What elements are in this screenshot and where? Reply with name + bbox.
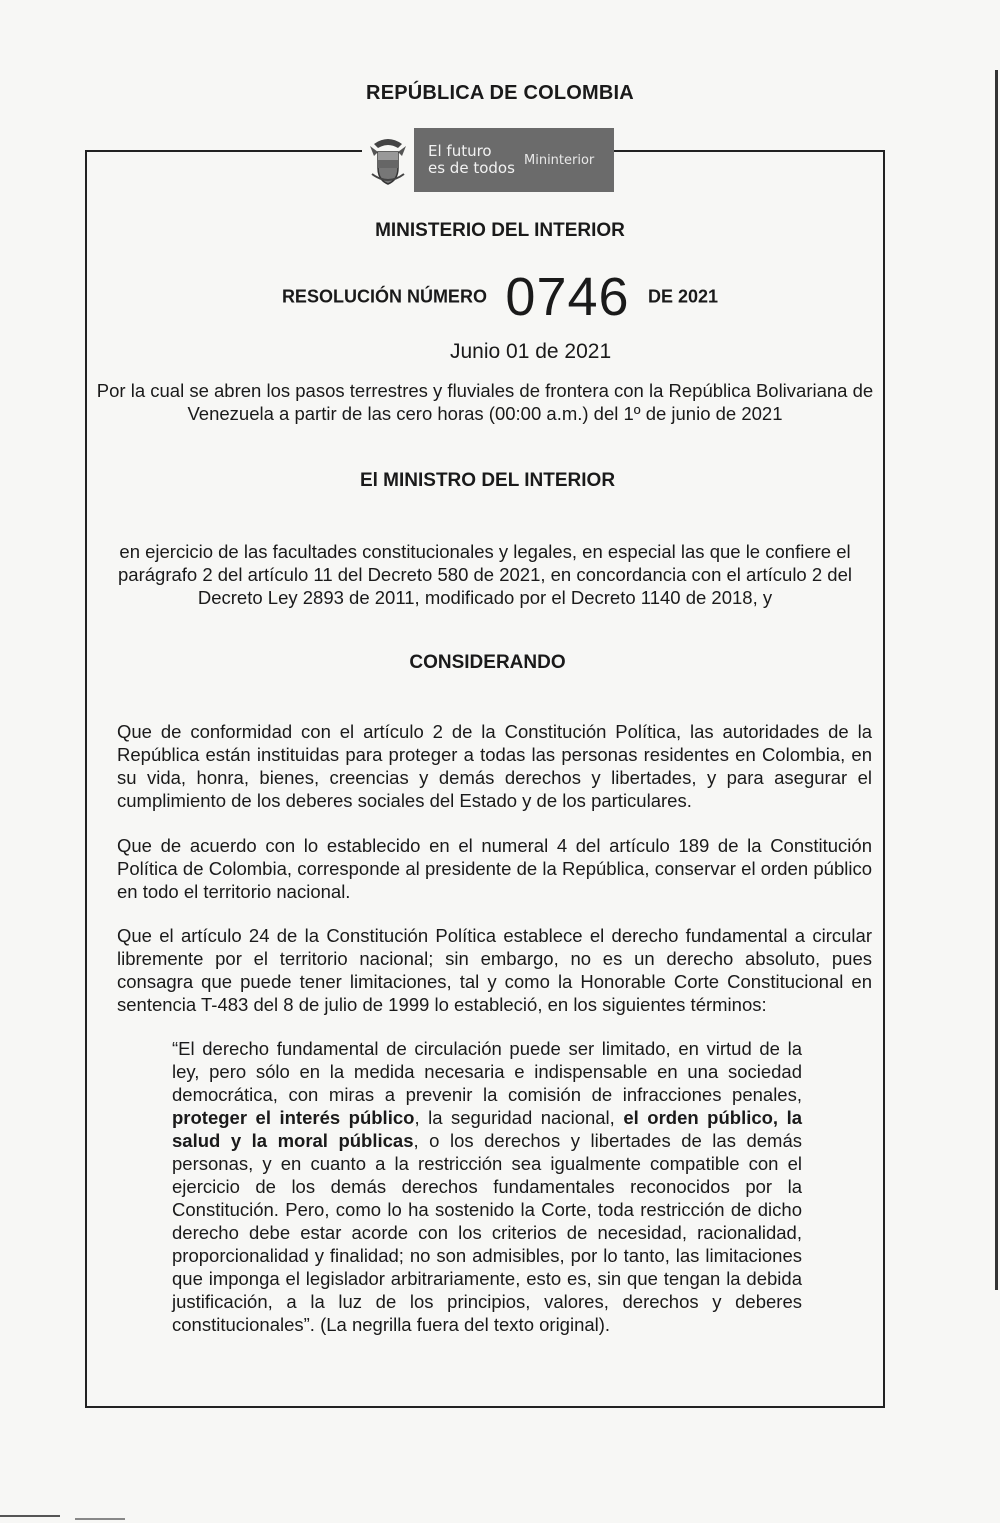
quote-part-1: “El derecho fundamental de circulación puede ser limitado, en virtud de la ley, pero sólo en la medida necesaria e indispensable en una sociedad democrática, con miras a prevenir la comisión de infracciones penales,	[172, 1038, 802, 1105]
ministry-heading: MINISTERIO DEL INTERIOR	[375, 220, 625, 241]
coat-of-arms-icon	[362, 128, 414, 192]
considering-heading: CONSIDERANDO	[409, 652, 566, 673]
logo-tagline-line2: es de todos	[428, 159, 515, 177]
logo-tagline-line1: El futuro	[428, 142, 492, 160]
resolution-subject: Por la cual se abren los pasos terrestres y fluviales de frontera con la República Bolivariana de Venezuela a partir de las cero horas (00:00 a.m.) del 1º de junio de 2021	[96, 380, 874, 424]
resolution-line	[0, 266, 1000, 328]
republic-heading: REPÚBLICA DE COLOMBIA	[366, 82, 634, 104]
considering-paragraph-1: Que de conformidad con el artículo 2 de la Constitución Política, las autoridades de la República están instituidas para proteger a todas las personas residentes en Colombia, en su vida, honra, bienes, creencias y demás derechos y libertades, y para asegurar el cumplimiento de los deberes sociales del Estado y de los particulares.	[117, 721, 872, 811]
court-quote	[172, 1037, 802, 1336]
minister-heading: El MINISTRO DEL INTERIOR	[359, 470, 616, 491]
scan-edge-mark	[995, 70, 998, 1290]
resolution-number: 0746	[505, 267, 630, 327]
quote-part-3: , o los derechos y libertades de las demás personas, y en cuanto a la restricción sea igualmente compatible con el ejercicio de los demás derechos fundamentales reconocidos por la Constitución. Pero, como lo ha sostenido la Corte, toda restricción de dicho derecho debe estar acorde con los criterios de necesidad, racionalidad, proporcionalidad y finalidad; no son admisibles, por lo tanto, las limitaciones que imponga el legislador arbitrariamente, esto es, sin que tengan la debida justificación, a la luz de los principios, valores, derechos y deberes constitucionales”. (La negrilla fuera del texto original).	[172, 1130, 802, 1335]
scan-edge-mark	[0, 1515, 60, 1517]
logo-tagline	[414, 143, 520, 177]
logo-banner	[414, 128, 614, 192]
resolution-date: Junio 01 de 2021	[450, 340, 612, 363]
considering-paragraph-2: Que de acuerdo con lo establecido en el numeral 4 del artículo 189 de la Constitución Política de Colombia, corresponde al presidente de la República, conservar el orden público en todo el territorio nacional.	[117, 835, 872, 902]
logo-brand: Mininterior	[524, 152, 595, 168]
quote-part-2: , la seguridad nacional,	[414, 1107, 624, 1128]
scan-edge-mark	[75, 1518, 125, 1520]
resolution-label: RESOLUCIÓN NÚMERO	[281, 286, 487, 307]
quote-bold-1: proteger el interés público	[172, 1107, 415, 1128]
ministry-logo	[362, 128, 614, 192]
considering-paragraph-3: Que el artículo 24 de la Constitución Política establece el derecho fundamental a circular libremente por el territorio nacional; sin embargo, no es un derecho absoluto, pues consagra que puede tener limitaciones, tal y como la Honorable Corte Constitucional en sentencia T-483 del 8 de julio de 1999 lo estableció, en los siguientes términos:	[117, 925, 872, 1015]
resolution-year: DE 2021	[648, 286, 719, 307]
minister-powers: en ejercicio de las facultades constitucionales y legales, en especial las que le confiere el parágrafo 2 del artículo 11 del Decreto 580 de 2021, en concordancia con el artículo 2 del Decreto Ley 2893 de 2011, modificado por el Decreto 1140 de 2018, y	[118, 541, 852, 608]
quote-bold-2: el orden público, la salud y la moral públicas	[172, 1107, 803, 1151]
